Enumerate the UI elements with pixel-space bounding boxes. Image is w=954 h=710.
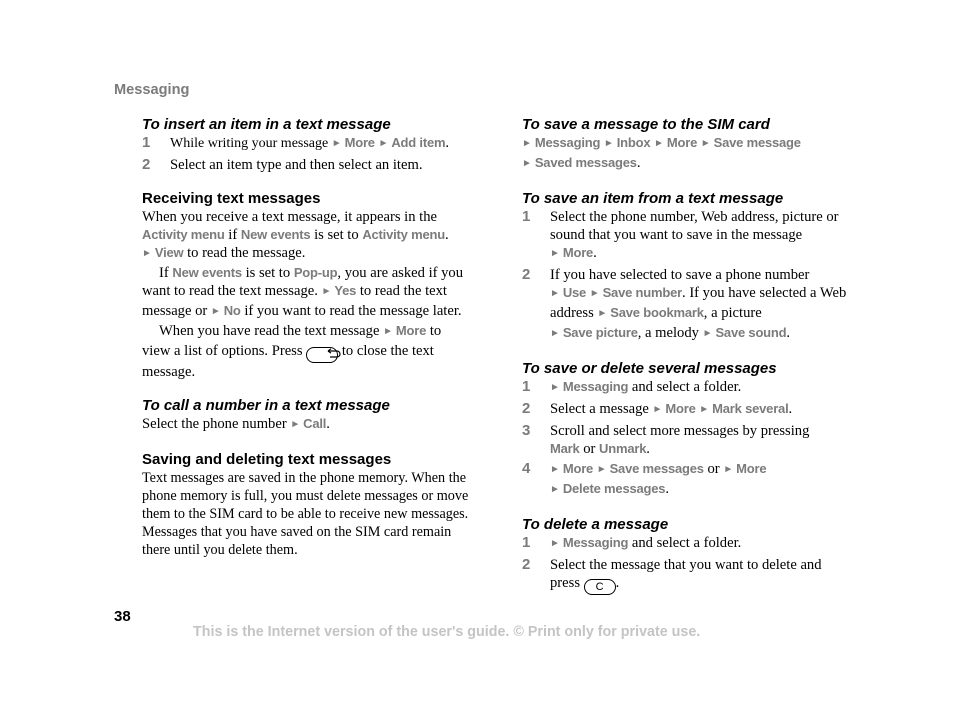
receiving-paragraph-1: When you receive a text message, it appears in the Activity menu if New events is set to Activity menu. ► View to read the message. bbox=[142, 209, 449, 261]
step-4: 4 ► More ► Save messages or ► More ► Delete messages. bbox=[522, 460, 767, 497]
heading-save-delete-several: To save or delete several messages bbox=[522, 360, 777, 377]
arrow-icon: ► bbox=[383, 326, 393, 337]
receiving-paragraph-2: If New events is set to Pop-up, you are asked if you want to read the text message. ► Yes to read the text message or ► No if you want to read the message later. bbox=[142, 265, 464, 319]
step-3: 3 Scroll and select more messages by pressing Mark or Unmark. bbox=[522, 422, 810, 457]
page-number: 38 bbox=[114, 608, 131, 625]
menu-item-more: More bbox=[344, 135, 375, 150]
receiving-paragraph-3: When you have read the text message ► More to view a list of options. Press to close the text message. bbox=[142, 323, 442, 380]
arrow-icon: ► bbox=[331, 138, 342, 149]
heading-insert-item: To insert an item in a text message bbox=[142, 116, 391, 133]
heading-call-number: To call a number in a text message bbox=[142, 397, 390, 414]
heading-save-to-sim: To save a message to the SIM card bbox=[522, 116, 770, 133]
heading-delete-message: To delete a message bbox=[522, 516, 669, 533]
call-paragraph: Select the phone number ► Call. bbox=[142, 416, 330, 432]
heading-save-item: To save an item from a text message bbox=[522, 190, 784, 207]
arrow-icon: ► bbox=[290, 419, 301, 430]
step-number: 2 bbox=[142, 156, 151, 173]
footer-notice: This is the Internet version of the user's guide. © Print only for private use. bbox=[193, 624, 701, 640]
step-number: 1 bbox=[142, 134, 151, 151]
step-1: 1 ► Messaging and select a folder. bbox=[522, 378, 742, 395]
menu-item-add-item: Add item bbox=[391, 135, 446, 150]
arrow-icon: ► bbox=[142, 248, 152, 259]
right-column bbox=[522, 116, 852, 595]
step-2: 2 Select a message ► More ► Mark several. bbox=[522, 400, 793, 417]
arrow-icon: ► bbox=[378, 138, 389, 149]
step-2: 2 Select an item type and then select an item. bbox=[142, 156, 423, 173]
saving-paragraph: Text messages are saved in the phone memory. When the phone memory is full, you must delete messages or move them to the SIM card to be able to receive new messages. Messages that you have saved on the SIM card remain there until you delete them. bbox=[142, 470, 469, 558]
arrow-icon: ► bbox=[210, 306, 221, 317]
heading-receiving: Receiving text messages bbox=[142, 190, 321, 207]
arrow-icon: ► bbox=[321, 286, 332, 297]
step-1: 1 ► Messaging and select a folder. bbox=[522, 534, 742, 551]
step-2: 2 Select the message that you want to delete and press C . bbox=[522, 556, 822, 593]
step-2: 2 If you have selected to save a phone number ► Use ► Save number. If you have selected a Web address ► Save bookmark, a picture ► Save picture, a melody ► Save sound. bbox=[522, 266, 847, 341]
c-key-icon: C bbox=[584, 579, 616, 595]
step-1: 1 Select the phone number, Web address, picture or sound that you want to save in the message ► More. bbox=[522, 208, 839, 261]
step-1: 1 While writing your message ► More ► Add item. bbox=[142, 134, 449, 151]
sim-path: ► Messaging ► Inbox ► More ► Save message ► Saved messages. bbox=[522, 135, 801, 171]
left-column bbox=[142, 116, 469, 559]
back-key-icon bbox=[306, 347, 338, 363]
running-header: Messaging bbox=[114, 82, 190, 98]
heading-saving-deleting: Saving and deleting text messages bbox=[142, 451, 392, 468]
